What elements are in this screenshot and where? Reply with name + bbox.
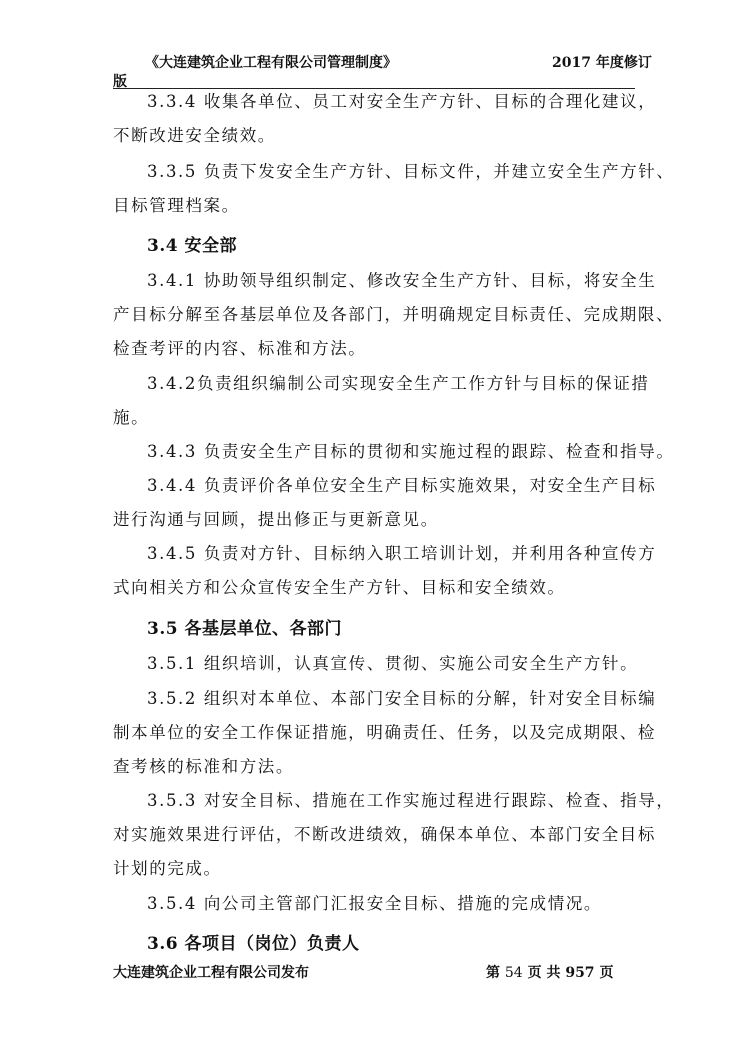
paragraph-3-5-3-line-3: 计划的完成。 (113, 859, 222, 878)
paragraph-3-3-4-line-1: 3.3.4 收集各单位、员工对安全生产方针、目标的合理化建议， (147, 92, 657, 111)
section-heading-3-4: 3.4 安全部 (147, 236, 237, 256)
header-divider (113, 88, 635, 89)
footer-publisher: 大连建筑企业工程有限公司发布 (113, 965, 309, 981)
paragraph-3-4-3: 3.4.3 负责安全生产目标的贯彻和实施过程的跟踪、检查和指导。 (147, 442, 675, 461)
paragraph-3-4-5-line-2: 式向相关方和公众宣传安全生产方针、目标和安全绩效。 (113, 578, 566, 597)
paragraph-3-3-5-line-1: 3.3.5 负责下发安全生产方针、目标文件，并建立安全生产方针、 (147, 162, 675, 181)
paragraph-3-3-4-line-2: 不断改进安全绩效。 (113, 126, 276, 145)
footer-page-current: 54 (504, 965, 523, 981)
header-document-title: 《大连建筑企业工程有限公司管理制度》 (145, 55, 397, 71)
paragraph-3-4-1-line-2: 产目标分解至各基层单位及各部门，并明确规定目标责任、完成期限、 (113, 305, 675, 324)
header-edition-wrap: 版 (113, 74, 127, 90)
section-heading-3-5: 3.5 各基层单位、各部门 (147, 619, 342, 639)
paragraph-3-4-4-line-2: 进行沟通与回顾，提出修正与更新意见。 (113, 510, 439, 529)
paragraph-3-5-4: 3.5.4 向公司主管部门汇报安全目标、措施的完成情况。 (147, 894, 603, 913)
paragraph-3-4-4-line-1: 3.4.4 负责评价各单位安全生产目标实施效果，对安全生产目标 (147, 476, 657, 495)
footer-page-suffix: 页 (599, 965, 614, 981)
paragraph-3-4-2-line-2: 施。 (113, 408, 150, 427)
paragraph-3-4-2-line-1: 3.4.2负责组织编制公司实现安全生产工作方针与目标的保证措 (147, 374, 650, 393)
paragraph-3-5-1: 3.5.1 组织培训，认真宣传、贯彻、实施公司安全生产方针。 (147, 654, 639, 673)
paragraph-3-5-3-line-1: 3.5.3 对安全目标、措施在工作实施过程进行跟踪、检查、指导， (147, 791, 675, 810)
paragraph-3-3-5-line-2: 目标管理档案。 (113, 196, 240, 215)
footer-page-total: 957 (565, 965, 595, 981)
header-edition: 2017 年度修订 (552, 55, 652, 71)
paragraph-3-5-2-line-2: 制本单位的安全工作保证措施，明确责任、任务，以及完成期限、检 (113, 723, 656, 742)
paragraph-3-5-2-line-3: 查考核的标准和方法。 (113, 757, 294, 776)
paragraph-3-4-5-line-1: 3.4.5 负责对方针、目标纳入职工培训计划，并利用各种宣传方 (147, 544, 657, 563)
section-heading-3-6: 3.6 各项目（岗位）负责人 (147, 934, 360, 954)
footer-page-mid: 页 共 (527, 965, 561, 981)
footer-page-info (486, 962, 613, 982)
paragraph-3-4-1-line-3: 检查考评的内容、标准和方法。 (113, 339, 367, 358)
footer-page-prefix: 第 (486, 965, 500, 981)
paragraph-3-5-3-line-2: 对实施效果进行评估，不断改进绩效，确保本单位、本部门安全目标 (113, 825, 656, 844)
paragraph-3-4-1-line-1: 3.4.1 协助领导组织制定、修改安全生产方针、目标，将安全生 (147, 271, 657, 290)
paragraph-3-5-2-line-1: 3.5.2 组织对本单位、本部门安全目标的分解，针对安全目标编 (147, 689, 657, 708)
